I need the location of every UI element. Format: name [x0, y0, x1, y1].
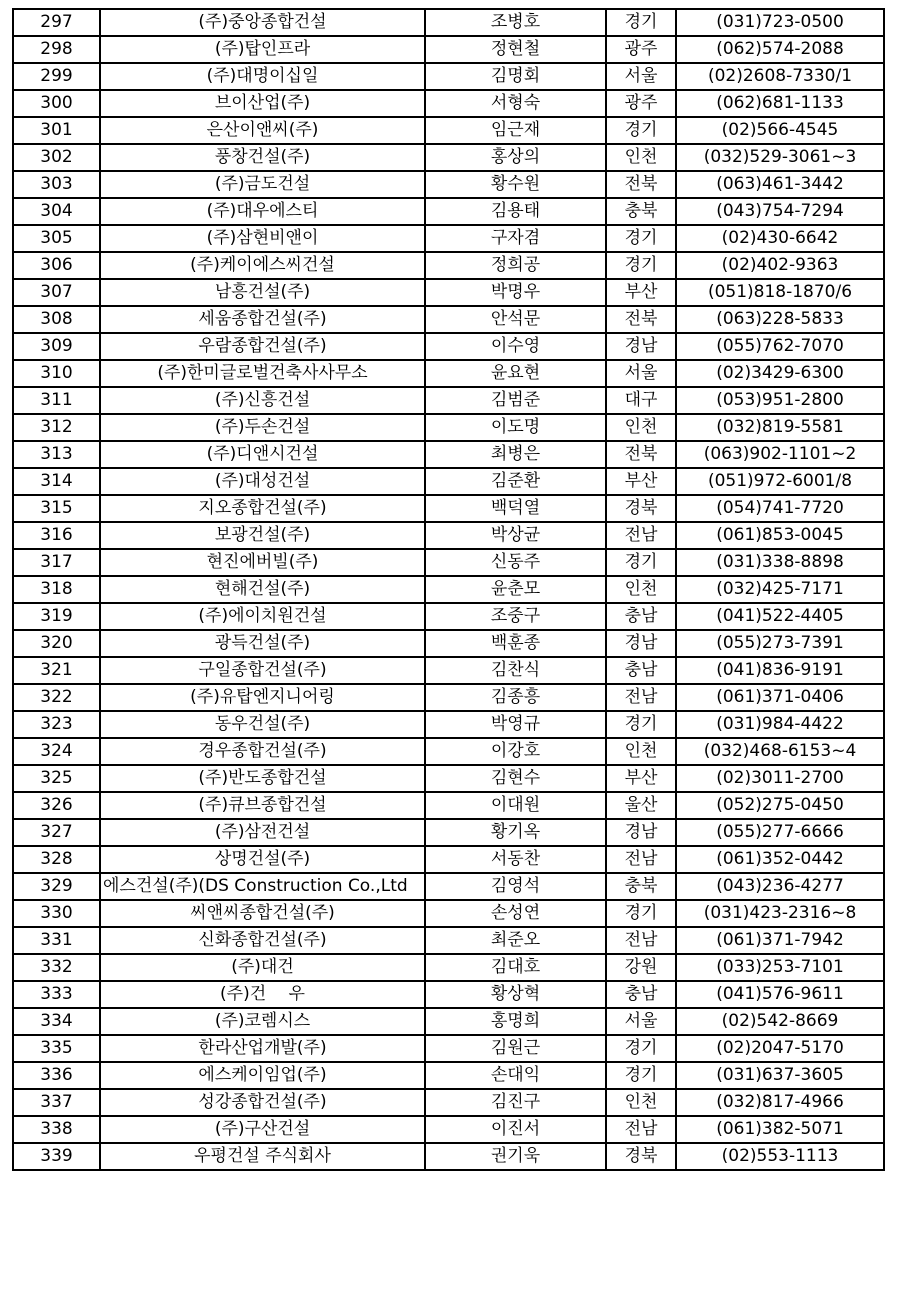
region-cell: 경기 [606, 117, 676, 144]
representative-cell: 이도명 [425, 414, 606, 441]
representative-cell: 김명회 [425, 63, 606, 90]
row-number-cell: 306 [13, 252, 100, 279]
company-name-cell: (주)대우에스티 [100, 198, 425, 225]
region-cell: 경기 [606, 900, 676, 927]
phone-cell: (051)972-6001/8 [676, 468, 884, 495]
table-row [13, 387, 884, 414]
phone-cell: (053)951-2800 [676, 387, 884, 414]
row-number-cell: 333 [13, 981, 100, 1008]
representative-cell: 이대원 [425, 792, 606, 819]
representative-cell: 손성연 [425, 900, 606, 927]
region-cell: 충남 [606, 657, 676, 684]
company-name-cell: (주)구산건설 [100, 1116, 425, 1143]
row-number-cell: 322 [13, 684, 100, 711]
row-number-cell: 328 [13, 846, 100, 873]
company-name-cell: 상명건설(주) [100, 846, 425, 873]
table-row [13, 576, 884, 603]
phone-cell: (061)382-5071 [676, 1116, 884, 1143]
company-name-cell: (주)대성건설 [100, 468, 425, 495]
table-row [13, 252, 884, 279]
region-cell: 부산 [606, 468, 676, 495]
region-cell: 대구 [606, 387, 676, 414]
region-cell: 전남 [606, 846, 676, 873]
row-number-cell: 339 [13, 1143, 100, 1170]
representative-cell: 황수원 [425, 171, 606, 198]
representative-cell: 김현수 [425, 765, 606, 792]
representative-cell: 이강호 [425, 738, 606, 765]
phone-cell: (02)553-1113 [676, 1143, 884, 1170]
company-name-cell: 보광건설(주) [100, 522, 425, 549]
row-number-cell: 329 [13, 873, 100, 900]
region-cell: 충북 [606, 198, 676, 225]
table-row [13, 765, 884, 792]
region-cell: 인천 [606, 738, 676, 765]
phone-cell: (032)529-3061~3 [676, 144, 884, 171]
phone-cell: (041)522-4405 [676, 603, 884, 630]
table-row [13, 549, 884, 576]
company-name-cell: 남흥건설(주) [100, 279, 425, 306]
representative-cell: 김진구 [425, 1089, 606, 1116]
table-row [13, 630, 884, 657]
region-cell: 부산 [606, 765, 676, 792]
region-cell: 인천 [606, 414, 676, 441]
region-cell: 울산 [606, 792, 676, 819]
row-number-cell: 303 [13, 171, 100, 198]
company-name-cell: 지오종합건설(주) [100, 495, 425, 522]
row-number-cell: 338 [13, 1116, 100, 1143]
row-number-cell: 314 [13, 468, 100, 495]
representative-cell: 김범준 [425, 387, 606, 414]
region-cell: 전남 [606, 684, 676, 711]
phone-cell: (02)566-4545 [676, 117, 884, 144]
row-number-cell: 307 [13, 279, 100, 306]
table-row [13, 900, 884, 927]
region-cell: 인천 [606, 1089, 676, 1116]
company-roster-table [12, 8, 885, 1171]
table-row [13, 522, 884, 549]
phone-cell: (041)576-9611 [676, 981, 884, 1008]
company-name-cell: 브이산업(주) [100, 90, 425, 117]
phone-cell: (033)253-7101 [676, 954, 884, 981]
phone-cell: (061)352-0442 [676, 846, 884, 873]
company-name-cell: 광득건설(주) [100, 630, 425, 657]
representative-cell: 조중구 [425, 603, 606, 630]
region-cell: 광주 [606, 36, 676, 63]
table-row [13, 738, 884, 765]
representative-cell: 김준환 [425, 468, 606, 495]
company-name-cell: (주)한미글로벌건축사사무소 [100, 360, 425, 387]
phone-cell: (063)902-1101~2 [676, 441, 884, 468]
region-cell: 경기 [606, 1035, 676, 1062]
phone-cell: (061)371-7942 [676, 927, 884, 954]
company-name-cell: (주)큐브종합건설 [100, 792, 425, 819]
table-row [13, 279, 884, 306]
representative-cell: 이진서 [425, 1116, 606, 1143]
region-cell: 경기 [606, 711, 676, 738]
company-name-cell: 우평건설 주식회사 [100, 1143, 425, 1170]
phone-cell: (02)430-6642 [676, 225, 884, 252]
representative-cell: 김찬식 [425, 657, 606, 684]
roster-body [13, 9, 884, 1170]
company-name-cell: (주)신흥건설 [100, 387, 425, 414]
region-cell: 서울 [606, 1008, 676, 1035]
representative-cell: 김영석 [425, 873, 606, 900]
phone-cell: (051)818-1870/6 [676, 279, 884, 306]
representative-cell: 임근재 [425, 117, 606, 144]
region-cell: 강원 [606, 954, 676, 981]
row-number-cell: 318 [13, 576, 100, 603]
row-number-cell: 304 [13, 198, 100, 225]
company-name-cell: (주)대건 [100, 954, 425, 981]
row-number-cell: 326 [13, 792, 100, 819]
row-number-cell: 313 [13, 441, 100, 468]
region-cell: 경기 [606, 549, 676, 576]
phone-cell: (031)423-2316~8 [676, 900, 884, 927]
region-cell: 부산 [606, 279, 676, 306]
table-row [13, 63, 884, 90]
row-number-cell: 335 [13, 1035, 100, 1062]
region-cell: 충남 [606, 981, 676, 1008]
table-row [13, 657, 884, 684]
table-row [13, 846, 884, 873]
phone-cell: (063)228-5833 [676, 306, 884, 333]
row-number-cell: 312 [13, 414, 100, 441]
region-cell: 경기 [606, 252, 676, 279]
row-number-cell: 331 [13, 927, 100, 954]
region-cell: 경기 [606, 9, 676, 36]
row-number-cell: 300 [13, 90, 100, 117]
row-number-cell: 301 [13, 117, 100, 144]
table-row [13, 873, 884, 900]
row-number-cell: 324 [13, 738, 100, 765]
row-number-cell: 334 [13, 1008, 100, 1035]
region-cell: 전남 [606, 1116, 676, 1143]
phone-cell: (031)637-3605 [676, 1062, 884, 1089]
company-name-cell: 경우종합건설(주) [100, 738, 425, 765]
region-cell: 충남 [606, 603, 676, 630]
phone-cell: (02)3011-2700 [676, 765, 884, 792]
representative-cell: 홍상의 [425, 144, 606, 171]
representative-cell: 김종흥 [425, 684, 606, 711]
company-name-cell: 성강종합건설(주) [100, 1089, 425, 1116]
representative-cell: 백훈종 [425, 630, 606, 657]
company-name-cell: 씨앤씨종합건설(주) [100, 900, 425, 927]
phone-cell: (02)402-9363 [676, 252, 884, 279]
phone-cell: (041)836-9191 [676, 657, 884, 684]
region-cell: 서울 [606, 63, 676, 90]
representative-cell: 김대호 [425, 954, 606, 981]
company-name-cell: 신화종합건설(주) [100, 927, 425, 954]
region-cell: 인천 [606, 144, 676, 171]
representative-cell: 신동주 [425, 549, 606, 576]
table-row [13, 144, 884, 171]
representative-cell: 윤춘모 [425, 576, 606, 603]
phone-cell: (062)681-1133 [676, 90, 884, 117]
row-number-cell: 308 [13, 306, 100, 333]
representative-cell: 홍명희 [425, 1008, 606, 1035]
phone-cell: (032)425-7171 [676, 576, 884, 603]
representative-cell: 황기옥 [425, 819, 606, 846]
table-row [13, 981, 884, 1008]
representative-cell: 정희공 [425, 252, 606, 279]
phone-cell: (055)762-7070 [676, 333, 884, 360]
representative-cell: 권기욱 [425, 1143, 606, 1170]
row-number-cell: 311 [13, 387, 100, 414]
representative-cell: 손대익 [425, 1062, 606, 1089]
row-number-cell: 321 [13, 657, 100, 684]
company-name-cell: 구일종합건설(주) [100, 657, 425, 684]
representative-cell: 안석문 [425, 306, 606, 333]
table-row [13, 225, 884, 252]
row-number-cell: 325 [13, 765, 100, 792]
phone-cell: (031)338-8898 [676, 549, 884, 576]
phone-cell: (052)275-0450 [676, 792, 884, 819]
row-number-cell: 332 [13, 954, 100, 981]
row-number-cell: 299 [13, 63, 100, 90]
region-cell: 경기 [606, 225, 676, 252]
company-name-cell: 한라산업개발(주) [100, 1035, 425, 1062]
table-row [13, 414, 884, 441]
phone-cell: (063)461-3442 [676, 171, 884, 198]
phone-cell: (043)236-4277 [676, 873, 884, 900]
row-number-cell: 309 [13, 333, 100, 360]
company-name-cell: (주)삼현비앤이 [100, 225, 425, 252]
region-cell: 경남 [606, 630, 676, 657]
row-number-cell: 337 [13, 1089, 100, 1116]
table-row [13, 495, 884, 522]
phone-cell: (031)723-0500 [676, 9, 884, 36]
company-name-cell: 현해건설(주) [100, 576, 425, 603]
representative-cell: 박상균 [425, 522, 606, 549]
phone-cell: (054)741-7720 [676, 495, 884, 522]
company-name-cell: 우람종합건설(주) [100, 333, 425, 360]
region-cell: 충북 [606, 873, 676, 900]
company-name-cell: 풍창건설(주) [100, 144, 425, 171]
company-name-cell: 은산이앤씨(주) [100, 117, 425, 144]
row-number-cell: 330 [13, 900, 100, 927]
phone-cell: (02)2608-7330/1 [676, 63, 884, 90]
representative-cell: 서동찬 [425, 846, 606, 873]
company-name-cell: (주)두손건설 [100, 414, 425, 441]
phone-cell: (032)817-4966 [676, 1089, 884, 1116]
company-name-cell: (주)유탑엔지니어링 [100, 684, 425, 711]
table-row [13, 36, 884, 63]
company-name-cell: (주)디앤시건설 [100, 441, 425, 468]
table-row [13, 468, 884, 495]
company-name-cell: (주)코렘시스 [100, 1008, 425, 1035]
phone-cell: (02)2047-5170 [676, 1035, 884, 1062]
phone-cell: (055)273-7391 [676, 630, 884, 657]
representative-cell: 최병은 [425, 441, 606, 468]
table-row [13, 1008, 884, 1035]
representative-cell: 김원근 [425, 1035, 606, 1062]
phone-cell: (02)542-8669 [676, 1008, 884, 1035]
table-row [13, 1089, 884, 1116]
region-cell: 전북 [606, 171, 676, 198]
phone-cell: (032)819-5581 [676, 414, 884, 441]
company-name-cell: 현진에버빌(주) [100, 549, 425, 576]
table-row [13, 1143, 884, 1170]
table-row [13, 9, 884, 36]
company-name-cell: (주)탑인프라 [100, 36, 425, 63]
row-number-cell: 305 [13, 225, 100, 252]
table-row [13, 954, 884, 981]
phone-cell: (02)3429-6300 [676, 360, 884, 387]
row-number-cell: 297 [13, 9, 100, 36]
table-row [13, 1035, 884, 1062]
row-number-cell: 310 [13, 360, 100, 387]
region-cell: 전남 [606, 927, 676, 954]
table-row [13, 198, 884, 225]
phone-cell: (032)468-6153~4 [676, 738, 884, 765]
representative-cell: 김용태 [425, 198, 606, 225]
row-number-cell: 315 [13, 495, 100, 522]
representative-cell: 구자겸 [425, 225, 606, 252]
company-name-cell: 에스건설(주)(DS Construction Co.,Ltd [100, 873, 425, 900]
table-row [13, 792, 884, 819]
phone-cell: (031)984-4422 [676, 711, 884, 738]
row-number-cell: 316 [13, 522, 100, 549]
row-number-cell: 336 [13, 1062, 100, 1089]
company-name-cell: (주)에이치원건설 [100, 603, 425, 630]
row-number-cell: 323 [13, 711, 100, 738]
row-number-cell: 319 [13, 603, 100, 630]
table-row [13, 711, 884, 738]
representative-cell: 서형숙 [425, 90, 606, 117]
representative-cell: 조병호 [425, 9, 606, 36]
company-name-cell: 동우건설(주) [100, 711, 425, 738]
region-cell: 경북 [606, 1143, 676, 1170]
row-number-cell: 320 [13, 630, 100, 657]
table-row [13, 927, 884, 954]
row-number-cell: 302 [13, 144, 100, 171]
phone-cell: (043)754-7294 [676, 198, 884, 225]
representative-cell: 박영규 [425, 711, 606, 738]
company-name-cell: 에스케이임업(주) [100, 1062, 425, 1089]
representative-cell: 정현철 [425, 36, 606, 63]
representative-cell: 이수영 [425, 333, 606, 360]
region-cell: 경남 [606, 819, 676, 846]
region-cell: 경기 [606, 1062, 676, 1089]
row-number-cell: 298 [13, 36, 100, 63]
representative-cell: 황상혁 [425, 981, 606, 1008]
region-cell: 전북 [606, 306, 676, 333]
region-cell: 경북 [606, 495, 676, 522]
table-row [13, 171, 884, 198]
representative-cell: 윤요현 [425, 360, 606, 387]
region-cell: 경남 [606, 333, 676, 360]
table-row [13, 333, 884, 360]
representative-cell: 백덕열 [425, 495, 606, 522]
region-cell: 서울 [606, 360, 676, 387]
region-cell: 인천 [606, 576, 676, 603]
company-name-cell: (주)대명이십일 [100, 63, 425, 90]
company-name-cell: (주)중앙종합건설 [100, 9, 425, 36]
representative-cell: 최준오 [425, 927, 606, 954]
company-name-cell: (주)삼전건설 [100, 819, 425, 846]
company-name-cell: (주)금도건설 [100, 171, 425, 198]
row-number-cell: 327 [13, 819, 100, 846]
representative-cell: 박명우 [425, 279, 606, 306]
company-name-cell: (주)케이에스씨건설 [100, 252, 425, 279]
region-cell: 광주 [606, 90, 676, 117]
table-row [13, 90, 884, 117]
table-row [13, 306, 884, 333]
region-cell: 전남 [606, 522, 676, 549]
region-cell: 전북 [606, 441, 676, 468]
table-row [13, 684, 884, 711]
table-row [13, 441, 884, 468]
company-name-cell: 세움종합건설(주) [100, 306, 425, 333]
table-row [13, 819, 884, 846]
table-row [13, 1116, 884, 1143]
table-row [13, 1062, 884, 1089]
table-row [13, 117, 884, 144]
table-row [13, 603, 884, 630]
phone-cell: (061)853-0045 [676, 522, 884, 549]
company-name-cell: (주)반도종합건설 [100, 765, 425, 792]
phone-cell: (061)371-0406 [676, 684, 884, 711]
phone-cell: (062)574-2088 [676, 36, 884, 63]
company-name-cell: (주)건 우 [100, 981, 425, 1008]
phone-cell: (055)277-6666 [676, 819, 884, 846]
row-number-cell: 317 [13, 549, 100, 576]
table-row [13, 360, 884, 387]
